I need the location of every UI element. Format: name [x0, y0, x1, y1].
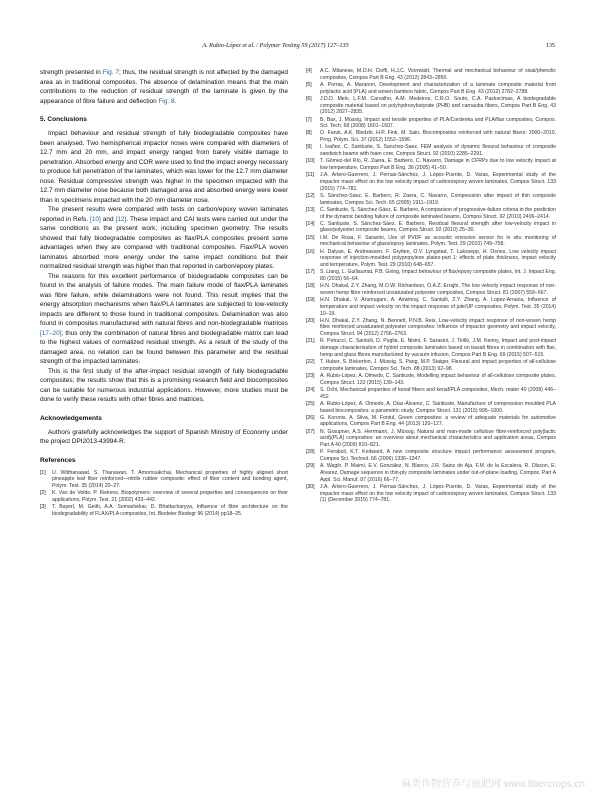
reference-text: T. Bayerl, M. Geith, A.A. Somashekar, D. Bhattacharyya, Influence of fibre architecture on the biodegradability of FLAX/PLA composites, Int. Biodeter Biodegr 96 (2014) pp18–25. [52, 504, 288, 517]
conclusions-paragraph-3: The reasons for this excellent performance of biodegradable composites can be found in the analysis of failure modes. The main failure mode of flax/PLA laminates was fibre failure, while delaminations were not found. This result implies that the energy absorption mechanisms when flax/PLA laminates are subjected to low-velocity impacts are different to those found in traditional composites. Delamination was also found in composites manufactured with natural fibres and non-biodegradable matrices [17–20], thus only the combination of natural fibres and biodegradable matrix can lead to the highest values of normalized residual strength. As a result of the study of the damaged area, no relation can be found between this parameter and the residual strength of the impacted laminates. [40, 272, 288, 365]
references-heading: References [40, 456, 76, 464]
reference-text: S. Ochi, Mechanical properties of kenaf fibers and kenaf/PLA composites, Mech. mater 40 (2008) 446–452. [320, 386, 556, 400]
reference-text: I.M. De Rosa, F. Sarasini, Use of PVDF as acoustic emission sensor for in situ monitoring of mechanical behaviour of glass/epoxy laminates, Polym. Test. 29 (2010) 749–758. [320, 234, 556, 248]
reference-text: J.A. Artero-Guerrero, J. Pernas-Sánchez, J. López-Puente, D. Varas, Experimental study of the impactor mass effect on the low velocity impact of carbon/epoxy woven laminates, Compos Struct. 133 (2015) 774–781. [320, 172, 556, 192]
reference-text: J.D.D. Melo, L.F.M. Carvalho, A.M. Medeiros, C.R.O. Souto, C.A. Paskocimas, A biodegradable composite material based on polyhydroxybutyrate (PHB) and carnauba fibers, Compos Part B Eng. 43 (2012) 2827–2835. [320, 95, 556, 116]
reference-item [306, 463, 556, 483]
acknowledgements-heading: Acknowledgements [40, 414, 102, 422]
reference-item [306, 249, 556, 269]
reference-text: H.N. Dhakal, V. Arumugam, A. Aswinraj, C. Santulli, Z.Y. Zhang, A. Lopez-Arraiza, Influence of temperature and impact velocity on the impact response of jute/UP composites, Polym. Test. 35 (2014) 10–19. [320, 297, 556, 317]
reference-number: [27] [306, 428, 315, 435]
reference-text: A. Porras, A. Maranon, Development and characterization of a laminate composite material from polylactic acid (PLA) and woven bamboo fabric, Compos Part B Eng. 43 (2012) 2782–2788. [320, 81, 556, 95]
reference-item [306, 484, 556, 504]
reference-item [306, 96, 556, 116]
reference-number: [11] [306, 172, 315, 179]
reference-item [306, 449, 556, 462]
reference-number: [22] [306, 359, 315, 365]
reference-text: G. Koronis, A. Silva, M. Fontul, Green composites: a review of adequate materials for automotive applications, Compos Part B Eng. 44 (2013) 120–127. [320, 414, 556, 428]
left-column [40, 68, 288, 518]
reference-number: [4] [306, 68, 312, 74]
reference-item [306, 221, 556, 234]
reference-number: [21] [306, 338, 315, 345]
reference-item [306, 318, 556, 338]
reference-number: [6] [306, 95, 312, 102]
reference-number: [5] [306, 81, 312, 88]
reference-text: A. Wagih, P. Maimí, E.V. González, N. Blanco, J.R. Sainz de Aja, F.M. de la Escalera, R. Olsson, E. Alvarez, Damage sequence in thin-ply composite laminates under out-of-plane loading, Compos. Part A Appl. Sci. Manuf. 87 (2016) 66–77. [320, 463, 556, 483]
reference-text: P. Feraboli, K.T. Kedward, A new composite structure impact performance assessment program, Compos Sci. Technol. 66 (2006) 1336–1347. [320, 449, 556, 462]
reference-item [306, 387, 556, 400]
reference-number: [25] [306, 400, 315, 407]
reference-item [306, 172, 556, 192]
running-header [40, 42, 555, 54]
reference-item [306, 68, 556, 81]
reference-number: [24] [306, 386, 315, 393]
reference-number: [19] [306, 297, 315, 304]
reference-text: T. Huber, S. Bickerton, J. Müssig, S. Pang, M.P. Staiger, Flexural and impact properties of all-cellulose composite laminates, Compos Sci. Tech. 88 (2013) 92–98. [320, 359, 556, 372]
reference-number: [13] [306, 206, 315, 213]
running-title: A. Rubio-López et al. / Polymer Testing 59 (2017) 127–135 [202, 42, 349, 49]
conclusions-paragraph-2: The present results were compared with tests on carbon/epoxy woven laminates reported in Refs. [10] and [12]. These impact and CAI tests were carried out under the same conditions as the present work, including specimen geometry. The results showed that fully biodegradable composites as flax/PLA composites present some advantages when they are compared with traditional composites. Flax/PLA woven laminates absorbed more energy under the same impact conditions but their normalized residual strength was higher than that reported in carbon/epoxy plates. [40, 206, 288, 270]
reference-text: R. Petrucci, C. Santulli, D. Puglia, E. Nisini, F. Sarasini, J. Tirillò, J.M. Kenny, Impact and post-impact damage characterisation of hybrid composite laminates based on basalt fibres in combination with flax, hemp and glass fibres manufactured by vacuum infusion, Compos Part B Eng. 69 (2015) 507–515. [320, 338, 556, 358]
reference-number: [14] [306, 220, 315, 227]
ref-12-link[interactable]: [12] [115, 215, 127, 223]
reference-text: U. Witthanawat, S. Thanawan, T. Amornsakchai, Mechanical properties of highly aligned short pineapple leaf fiber reinforced—nitrile rubber composite: effect of fiber content and bonding agent, Polym. Test. 35 (2014) 20–27. [52, 469, 288, 489]
page-number: 135 [545, 42, 555, 49]
reference-number: [18] [306, 283, 315, 290]
reference-item [40, 490, 288, 503]
references-list-right [306, 68, 556, 504]
reference-item [306, 297, 556, 317]
reference-item [306, 158, 556, 171]
reference-item [306, 359, 556, 372]
reference-number: [3] [40, 504, 46, 511]
reference-text: S. Sánchez-Sáez, E. Barbero, R. Zaera, C. Navarro, Compression after impact of thin composite laminates, Compos Sci. Tech. 65 (2005) 1911–1919. [320, 192, 556, 206]
reference-text: I. Ivañez, C. Santiuste, S. Sanchez-Saez, FEM analysis of dynamic flexural behaviour of composite sandwich beams with foam core, Compos Struct. 92 (2010) 2285–2291. [320, 144, 556, 158]
reference-text: O. Faruk, A.K. Bledzki, H.P. Fink, M. Sain, Biocomposites reinforced with natural fibers: 2000–2010, Prog. Polym. Sci. 37 (2012) 1552–1596. [320, 130, 556, 144]
reference-item [306, 283, 556, 296]
reference-text: C. Santiuste, S. Sánchez-Sáez, E. Barbero, Residual flexural strength after low-velocity impact in glass/polyester composite beams, Compos Struct. 92 (2010) 25–30. [320, 220, 556, 234]
reference-item [306, 207, 556, 220]
reference-text: A. Rubio-López, A. Olmedo, A. Díaz-Álvarez, C. Santiuste, Manufacture of compression moulded PLA based biocomposites: a parametric study, Compos Struct. 131 (2015) 995–1000. [320, 400, 556, 414]
references-list-left [40, 470, 288, 518]
reference-item [306, 82, 556, 95]
reference-item [306, 415, 556, 428]
reference-item [306, 193, 556, 206]
ref-17-20-link[interactable]: [17–20] [40, 329, 62, 337]
reference-number: [23] [306, 372, 315, 379]
reference-text: K. Van de Velde, P. Kiekens, Biopolymers: overview of several properties and consequences on their applications, Polym. Test. 21 (2002) 433–442. [52, 490, 288, 503]
reference-item [40, 470, 288, 490]
figure-8-link[interactable]: Fig. 8 [158, 97, 175, 105]
reference-number: [1] [40, 469, 46, 476]
figure-7-link[interactable]: Fig. 7 [102, 69, 120, 76]
paragraph-residual-strength: strength presented in Fig. 7; thus, the residual strength is not affected by the damaged area as in traditional composites. The absence of delamination means that the main contributions to the reduction of residual strength of the laminate is given by the appearance of fibre failure and deflection Fig. 8. [40, 69, 288, 105]
reference-text: H.N. Dhakal, Z.Y. Zhang, N. Bennett, P.N.B. Reis, Low-velocity impact response of non-woven hemp fibre reinforced unsaturated polyester composites: Influence of impactor geometry and impact velocity, Compos Struct. 94 (2012) 2756–2763. [320, 317, 556, 338]
conclusions-heading: 5. Conclusions [40, 116, 87, 123]
ref-10-link[interactable]: [10] [90, 215, 101, 223]
reference-text: J.A. Artero-Guerrero, J. Pernas-Sánchez, J. López-Puente, D. Varas, Experimental study of the impactor mass effect on the low velocity impact of carbon/epoxy woven laminates, Compos Struct. 133 (1) (December 2015) 774–781. [320, 483, 556, 504]
reference-text: C. Santiuste, S. Sánchez-Sáez, E. Barbero, A comparison of progressive-failure criteria in the prediction of the dynamic bending failure of composite laminated beams, Compos Struct. 92 (2010) 2406–2414. [320, 206, 556, 220]
watermark: 麻类作物营养与施肥网 www.fibercrops.cn [401, 779, 585, 790]
right-column [306, 68, 556, 505]
reference-text: H. Dalyan, E. Andreassen, F. Grytten, O.V. Lyngstad, T. Lukssepp, H. Osnes, Low velocity impact response of injection-moulded polypropylene plates-part 1: effects of plate thickness, impact velocity and temperature, Polym. Test. 29 (2010) 648–657. [320, 248, 556, 268]
reference-text: A. Rubio-López, A. Olmedo, C. Santiuste, Modelling impact behaviour of all-cellulose composite plates, Compos Struct. 122 (2015) 139–143. [320, 372, 556, 386]
reference-item [306, 429, 556, 449]
reference-number: [30] [306, 483, 315, 490]
reference-number: [7] [306, 116, 312, 123]
reference-text: N. Graupner, A.S. Herrmann, J. Müssig, Natural and man-made cellulose fibre-reinforced poly(lactic acid)(PLA) composites: an overview about mechanical characteristics and application areas, Compos Part A 40 (2009) 810–821. [320, 428, 556, 449]
conclusions-paragraph-1: Impact behaviour and residual strength of fully biodegradable composites have been analysed. Two hemispherical impactor noses were compared with diameters of 12.7 mm and 20 mm, and impact energy ranged from barely visible damage to penetration. Absorbed energy and COR were used to find the impact energy necessary to produce full penetration of the laminates, which was lower for the 12.7 mm diameter nose. Residual compressive strength was higher in the specimen impacted with the 12.7 mm diameter nose because both damaged area and absorbed energy were lower than in specimens impacted with the 20 mm diameter nose. [40, 130, 288, 204]
reference-item [306, 401, 556, 414]
reference-item [306, 130, 556, 143]
reference-item [306, 269, 556, 282]
reference-item [306, 235, 556, 248]
reference-number: [12] [306, 192, 315, 199]
reference-item [40, 504, 288, 517]
reference-text: T. Gómez-del Río, R. Zaera, E. Barbero, C. Navarro, Damage in CFRPs due to low velocity impact at low temperature, Compos Part B Eng. 36 (2005) 41–50. [320, 158, 556, 171]
reference-number: [2] [40, 490, 46, 497]
reference-number: [15] [306, 234, 315, 241]
reference-item [306, 373, 556, 386]
reference-item [306, 144, 556, 157]
reference-text: S. Liang, L. Guillaumat, P.B. Gning, Impact behaviour of flax/epoxy composite plates, Int. J. Impact Eng. 80 (2015) 56–64. [320, 269, 556, 282]
reference-number: [26] [306, 414, 315, 421]
reference-item [306, 338, 556, 358]
reference-text: H.N. Dhakal, Z.Y. Zhang, M.O.W. Richardson, O.A.Z. Errajhi, The low velocity impact response of non-woven hemp fibre reinforced unsaturated polyester composites, Compos Struct. 81 (2007) 559–567. [320, 283, 556, 296]
acknowledgements-text: Authors gratefully acknowledges the support of Spanish Ministry of Economy under the project DPI2013-43994-R. [40, 428, 288, 445]
reference-number: [17] [306, 269, 315, 276]
reference-number: [8] [306, 130, 312, 137]
reference-item [306, 117, 556, 130]
reference-text: A.C. Milanese, M.O.H. Cioffi, H.J.C. Voorwald, Thermal and mechanical behaviour of sisal/phenolic composites, Compos Part B Eng. 43 (2012) 2843–2850. [320, 68, 556, 81]
reference-number: [10] [306, 158, 315, 165]
reference-text: B. Bax, J. Müssig, Impact and tensile properties of PLA/Cordenka and PLA/flax composites, Compos. Sci. Tech. 68 (2008) 1601–1607. [320, 116, 556, 130]
reference-number: [9] [306, 144, 312, 151]
conclusions-paragraph-4: This is the first study of the after-impact residual strength of fully biodegradable composites; the results show that this is a promising research field and biocomposites can be suitable for numerous industrial applications. However, more studies must be done to verify these results with other fibres and matrices. [40, 367, 288, 403]
reference-number: [20] [306, 317, 315, 324]
reference-number: [29] [306, 463, 315, 470]
reference-number: [28] [306, 449, 315, 456]
reference-number: [16] [306, 248, 315, 255]
